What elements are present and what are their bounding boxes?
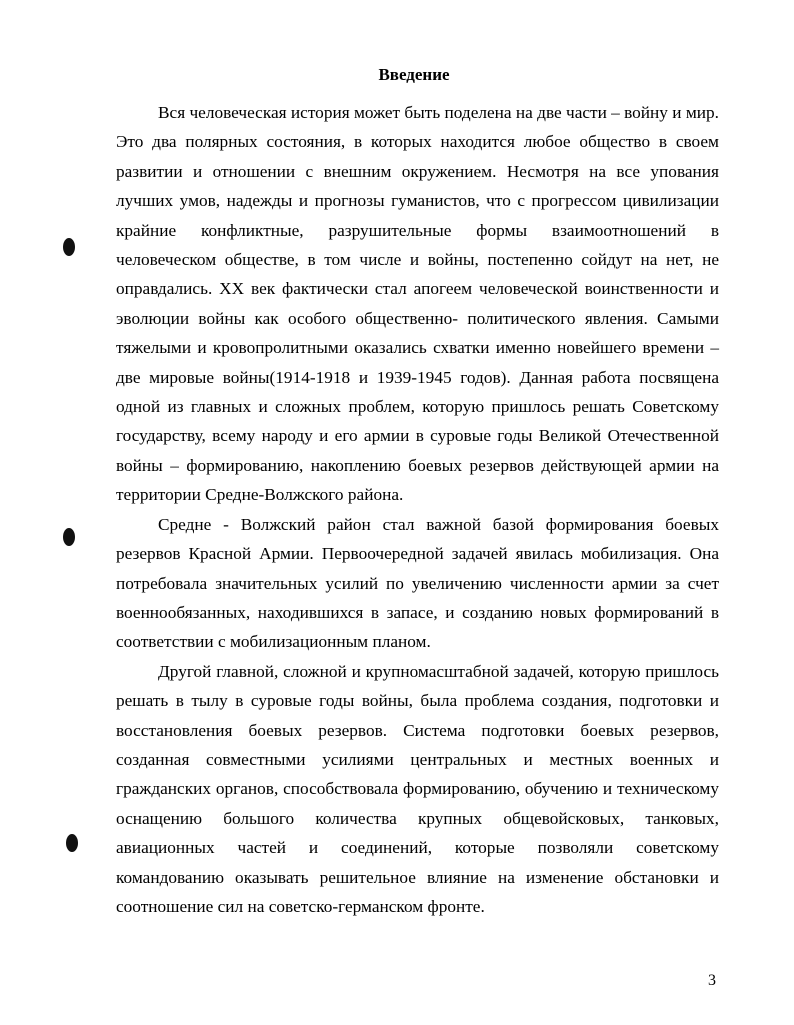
paragraph-1: Вся человеческая история может быть поделена на две части – войну и мир. Это два полярных состояния, в которых находится любое общество в своем развитии и отношении с внешним окружением. Несмотря на все упования лучших умов, надежды и прогнозы гуманистов, что с прогрессом цивилизации крайние конфликтные, разрушительные формы взаимоотношений в человеческом обществе, в том числе и войны, постепенно сойдут на нет, не оправдались. XX век фактически стал апогеем человеческой воинственности и эволюции войны как особого общественно- политического явления. Самыми тяжелыми и кровопролитными оказались схватки именно новейшего времени – две мировые войны(1914-1918 и 1939-1945 годов). Данная работа посвящена одной из главных и сложных проблем, которую пришлось решать Советскому государству, всему народу и его армии в суровые годы Великой Отечественной войны – формированию, накоплению боевых резервов действующей армии на территории Средне-Волжского района. bbox=[116, 103, 719, 505]
page-number: 3 bbox=[708, 972, 716, 989]
paragraph-2: Средне - Волжский район стал важной базой формирования боевых резервов Красной Армии. Первоочередной задачей явилась мобилизация. Она потребовала значительных усилий по увеличению численности армии за счет военнообязанных, находившихся в запасе, и созданию новых формирований в соответствии с мобилизационным планом. bbox=[116, 514, 719, 652]
page-title: Введение bbox=[378, 65, 450, 84]
punch-hole-mark bbox=[63, 238, 75, 256]
punch-hole-mark bbox=[66, 834, 78, 852]
paragraph-3: Другой главной, сложной и крупномасштабной задачей, которую пришлось решать в тылу в суровые годы войны, была проблема создания, подготовки и восстановления боевых резервов. Система подготовки боевых резервов, созданная совместными усилиями центральных и местных военных и гражданских органов, способствовала формированию, обучению и техническому оснащению большого количества крупных общевойсковых, танковых, авиационных частей и соединений, которые позволяли советскому командованию оказывать решительное влияние на изменение обстановки и соотношение сил на советско-германском фронте. bbox=[116, 661, 719, 916]
body-text bbox=[116, 98, 719, 921]
punch-hole-mark bbox=[63, 528, 75, 546]
